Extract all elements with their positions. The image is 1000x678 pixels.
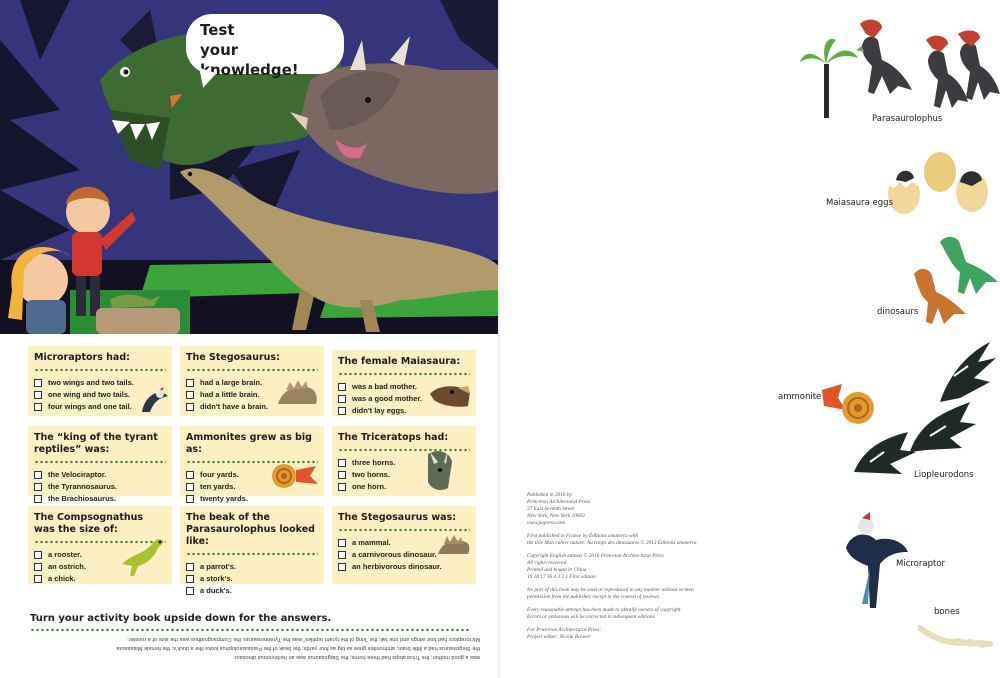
checkbox[interactable] [186,483,194,491]
publisher-block [527,492,727,527]
quiz-option[interactable] [34,493,166,504]
checkbox[interactable] [34,575,42,583]
credit-line: No part of this book may be used or reproduced in any manner without written [527,587,694,593]
sticker-label-microraptor: Microraptor [896,559,946,569]
option-label: a parrot's. [200,562,236,571]
liopleurodons-icon [850,332,1000,482]
sticker-label-liopleurodons: Liopleurodons [914,470,974,480]
rights-block [527,587,727,601]
checkbox[interactable] [34,379,42,387]
checkbox[interactable] [186,403,194,411]
sticker-label-ammonite: ammonite [778,392,822,402]
answers-line-3: was a good mother; the Triceratops had three horns; the Stegosaurus was an herbivorous dinosaur. [233,654,480,660]
quiz-question: The Triceratops had: [338,432,449,443]
quiz-card-tyrant-king [28,426,172,503]
option-label: an ostrich. [48,562,86,571]
quiz-option[interactable] [186,585,318,596]
credit-line: the title Mon cahier nature: Au temps des dinosaures © 2013 Éditions amaterra [527,540,697,546]
answers-line-1: Microraptors had four wings and one tail; the “king of the tyrant reptiles” was the Tyrannosaurus; the Compsognathus was the size of a rooster; [127,636,480,642]
quiz-question: The female Maiasaura: [338,356,461,367]
checkbox[interactable] [34,495,42,503]
quiz-card-maiasaura [332,350,476,416]
quiz-option[interactable] [186,493,318,504]
checkbox[interactable] [186,587,194,595]
answers-line-2: the Stegosaurus had a little brain; ammonites grew as big as four yards; the beak of the Parasaurolophus looks like a duck's; the female Maiasaura [116,645,480,651]
credit-line: Errors or omissions will be corrected in subsequent editions. [527,614,656,620]
sticker-label-dinosaurs: dinosaurs [877,307,919,317]
quiz-option[interactable] [186,573,318,584]
option-label: two horns. [352,470,390,479]
credit-line: First published in France by Éditions amaterra with [527,533,639,539]
credit-line: permission from the publisher, except in the context of reviews. [527,594,661,600]
parasaurolophus-pair-icon [922,30,1000,110]
checkbox[interactable] [186,391,194,399]
checkbox[interactable] [338,471,346,479]
option-label: twenty yards. [200,494,248,503]
notice-block [527,607,727,621]
triceratops-head-icon [424,448,454,492]
dotted-divider [186,368,318,372]
option-label: was a bad mother. [352,382,418,391]
checkbox[interactable] [338,551,346,559]
original-edition-block [527,533,727,547]
quiz-grid [28,346,478,595]
credit-line: All rights reserved [527,560,567,566]
sticker-label-parasaurolophus: Parasaurolophus [872,114,943,124]
option-label: a stork's. [200,574,233,583]
dotted-divider [338,372,470,376]
checkbox[interactable] [34,551,42,559]
copyright-block [527,553,727,581]
credit-line: Project editor: Nicola Brower [527,634,591,640]
quiz-question: The Stegosaurus: [186,352,280,363]
quiz-card-stegosaurus-brain [180,346,324,416]
option-label: the Velociraptor. [48,470,107,479]
stegosaurus-icon [276,376,320,412]
dotted-divider [34,368,166,372]
checkbox[interactable] [186,495,194,503]
checkbox[interactable] [186,575,194,583]
checkbox[interactable] [338,459,346,467]
speech-bubble [186,14,344,79]
quiz-card-ammonites [180,426,324,503]
checkbox[interactable] [34,483,42,491]
option-label: one wing and two tails. [48,390,131,399]
credit-line: Printed and bound in China [527,567,587,573]
option-label: a rooster. [48,550,82,559]
quiz-option[interactable] [186,561,318,572]
checkbox[interactable] [186,471,194,479]
option-label: had a little brain. [200,390,260,399]
credit-line: 37 East Seventh Street [527,506,575,512]
quiz-card-stegosaurus-diet [332,506,476,584]
checkbox[interactable] [34,563,42,571]
checkbox[interactable] [338,383,346,391]
option-label: a mammal. [352,538,391,547]
quiz-question: Ammonites grew as big as: [186,432,312,455]
option-label: the Tyrannosaurus. [48,482,118,491]
quiz-card-parasaurolophus-beak [180,506,324,595]
credit-line: Copyright English edition © 2016 Princeton Architectural Press [527,553,664,559]
option-label: the Brachiosaurus. [48,494,116,503]
upside-down-answers [30,634,480,661]
dotted-divider [30,628,470,632]
option-label: four wings and one tail. [48,402,132,411]
quiz-option[interactable] [34,481,166,492]
option-label: ten yards. [200,482,236,491]
option-label: had a large brain. [200,378,263,387]
quiz-question: The Stegosaurus was: [338,512,457,523]
option-label: a duck's. [200,586,232,595]
dotted-divider [34,460,166,464]
dinosaur-night-scene [0,0,500,334]
checkbox[interactable] [34,391,42,399]
checkbox[interactable] [338,407,346,415]
quiz-option[interactable] [34,469,166,480]
credit-line: Every reasonable attempt has been made to identify owners of copyright. [527,607,682,613]
quiz-question: The beak of the Parasaurolophus looked like: [186,512,315,547]
sticker-label-maiasaura-eggs: Maiasaura eggs [826,198,893,208]
credit-line: Princeton Architectural Press [527,499,591,505]
credit-line: New York, New York 10003 [527,513,585,519]
quiz-card-microraptor [28,346,172,416]
option-label: one horn. [352,482,387,491]
maiasaura-head-icon [428,382,472,410]
colophon [527,492,727,647]
option-label: four yards. [200,470,239,479]
quiz-question: The “king of the tyrant reptiles” was: [34,432,158,455]
speech-line-2: your knowledge! [200,41,299,79]
editor-block [527,627,727,641]
checkbox[interactable] [338,539,346,547]
credit-line: For Princeton Architectural Press: [527,627,602,633]
parasaurolophus-icon [852,16,914,96]
credit-line: 19 18 17 16 4 3 2 1 First edition [527,574,596,580]
checkbox[interactable] [186,563,194,571]
maiasaura-eggs-icon [886,146,992,216]
quiz-card-compsognathus [28,506,172,584]
turn-instruction: Turn your activity book upside down for the answers. [30,613,332,624]
dotted-divider [186,552,318,556]
stegosaurus-small-icon [436,532,472,560]
credit-line: www.papress.com [527,520,565,526]
checkbox[interactable] [338,395,346,403]
option-label: an herbivorous dinosaur. [352,562,442,571]
checkbox[interactable] [338,563,346,571]
palm-tree-icon [800,36,860,120]
quiz-question: The Compsognathus was the size of: [34,512,144,535]
option-label: a chick. [48,574,76,583]
ammonite-icon [270,462,320,490]
option-label: didn't lay eggs. [352,406,407,415]
bones-icon [918,620,994,650]
checkbox[interactable] [338,483,346,491]
option-label: three horns. [352,458,396,467]
quiz-option[interactable] [338,561,470,572]
credit-line: Published in 2016 by [527,492,572,498]
checkbox[interactable] [186,379,194,387]
microraptor-icon [138,386,170,414]
option-label: was a good mother. [352,394,423,403]
speech-line-1: Test [200,21,235,39]
sticker-label-bones: bones [934,607,960,617]
checkbox[interactable] [34,403,42,411]
option-label: a carnivorous dinosaur. [352,550,437,559]
option-label: didn't have a brain. [200,402,269,411]
quiz-question: Microraptors had: [34,352,130,363]
compsognathus-icon [118,534,168,578]
checkbox[interactable] [34,471,42,479]
option-label: two wings and two tails. [48,378,134,387]
quiz-card-triceratops [332,426,476,496]
